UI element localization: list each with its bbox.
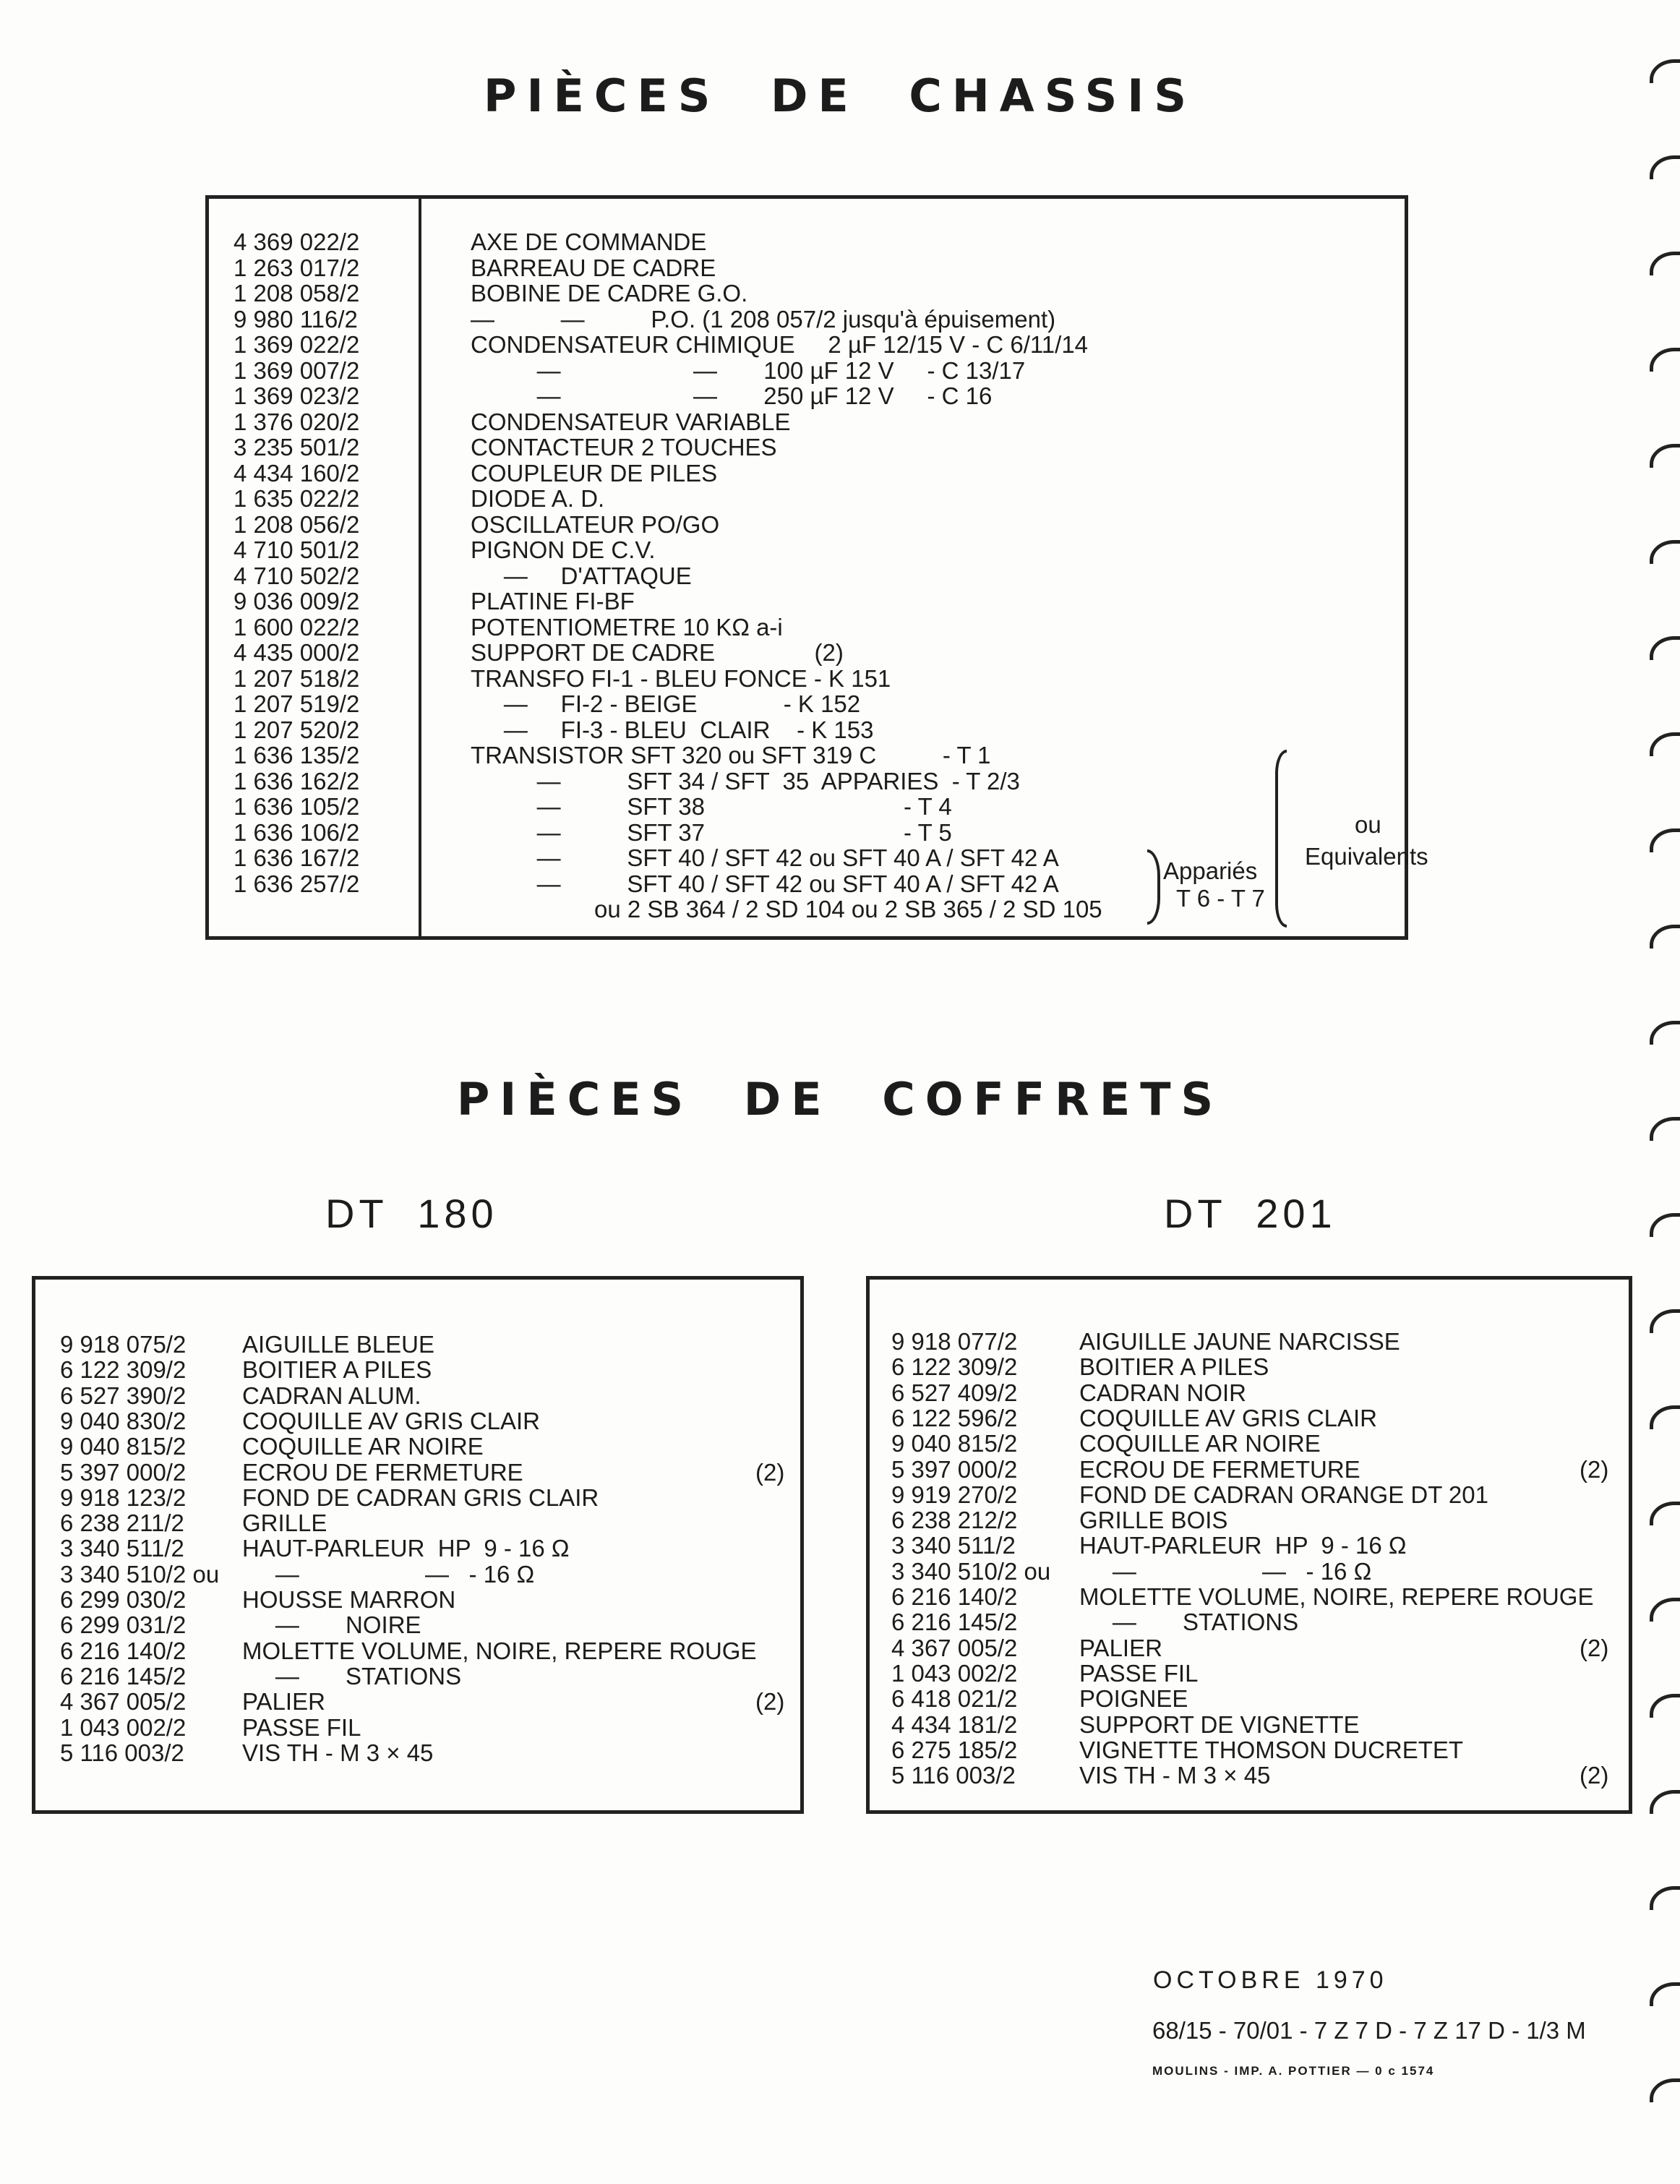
- part-description: MOLETTE VOLUME, NOIRE, REPERE ROUGE: [242, 1637, 757, 1664]
- part-description: TRANSISTOR SFT 320 ou SFT 319 C - T 1: [471, 742, 991, 768]
- part-code: 9 980 116/2: [233, 305, 358, 333]
- part-code: 1 636 135/2: [233, 742, 360, 768]
- part-code: 1 376 020/2: [233, 408, 360, 435]
- part-code: 5 116 003/2: [891, 1762, 1016, 1789]
- part-description: — FI-2 - BEIGE - K 152: [471, 690, 861, 717]
- part-code: 1 208 058/2: [233, 280, 360, 307]
- ou-label: ou: [1355, 811, 1381, 838]
- binding-hook: [1650, 1021, 1680, 1045]
- part-code: 4 434 181/2: [891, 1710, 1018, 1738]
- part-description: MOLETTE VOLUME, NOIRE, REPERE ROUGE: [1079, 1583, 1594, 1610]
- binding-hook: [1650, 1405, 1680, 1429]
- part-code: 3 340 510/2 ou: [891, 1557, 1051, 1585]
- part-code: 1 636 106/2: [233, 818, 360, 846]
- part-description: SUPPORT DE CADRE (2): [471, 639, 844, 666]
- part-description: PLATINE FI-BF: [471, 588, 635, 614]
- part-description: — SFT 38 - T 4: [471, 793, 952, 820]
- part-code: 6 122 309/2: [891, 1353, 1018, 1381]
- part-description: — NOIRE: [242, 1611, 421, 1639]
- part-description: — STATIONS: [242, 1662, 462, 1690]
- part-code: 6 216 140/2: [891, 1583, 1018, 1610]
- binding-hook: [1650, 2078, 1680, 2102]
- column-divider: [419, 199, 421, 936]
- part-description: OSCILLATEUR PO/GO: [471, 510, 720, 538]
- part-description: DIODE A. D.: [471, 485, 605, 512]
- part-description: — SFT 37 - T 5: [471, 818, 952, 846]
- part-description: — — 100 µF 12 V - C 13/17: [471, 356, 1026, 384]
- part-code: 5 397 000/2: [891, 1455, 1018, 1483]
- footer-date: OCTOBRE 1970: [1153, 1966, 1388, 1994]
- dt180-parts-table: [32, 1276, 804, 1814]
- part-description: CONDENSATEUR CHIMIQUE 2 µF 12/15 V - C 6/11/14: [471, 331, 1089, 358]
- part-description: COQUILLE AR NOIRE: [242, 1433, 484, 1460]
- part-code: 6 299 030/2: [60, 1586, 187, 1613]
- part-code: 3 340 511/2: [891, 1532, 1016, 1559]
- dt201-parts-table: [866, 1276, 1632, 1814]
- part-code: 1 635 022/2: [233, 485, 360, 512]
- part-quantity: (2): [1580, 1634, 1609, 1661]
- part-code: 1 207 520/2: [233, 716, 360, 743]
- part-code: 1 207 518/2: [233, 664, 360, 692]
- binding-hook: [1650, 252, 1680, 275]
- part-code: 1 636 162/2: [233, 767, 360, 795]
- paired-brace: [1147, 849, 1160, 925]
- part-code: 9 918 075/2: [60, 1331, 187, 1358]
- part-description: TRANSFO FI-1 - BLEU FONCE - K 151: [471, 664, 891, 692]
- part-code: 4 710 501/2: [233, 536, 360, 563]
- part-description: COUPLEUR DE PILES: [471, 459, 718, 487]
- binding-hook: [1650, 1502, 1680, 1525]
- part-code: 9 918 077/2: [891, 1328, 1018, 1355]
- part-description: CONDENSATEUR VARIABLE: [471, 408, 791, 435]
- part-code: 9 040 830/2: [60, 1407, 187, 1434]
- part-code: 1 043 002/2: [891, 1659, 1018, 1687]
- coffrets-title: PIÈCES DE COFFRETS: [456, 1073, 1224, 1126]
- part-description: AIGUILLE JAUNE NARCISSE: [1079, 1328, 1400, 1355]
- part-description: HAUT-PARLEUR HP 9 - 16 Ω: [1079, 1532, 1407, 1559]
- part-code: 1 208 056/2: [233, 510, 360, 538]
- part-code: 4 367 005/2: [60, 1688, 187, 1716]
- binding-hook: [1650, 444, 1680, 468]
- part-code: 6 238 211/2: [60, 1509, 184, 1537]
- binding-hook: [1650, 540, 1680, 564]
- part-code: 1 600 022/2: [233, 613, 360, 641]
- part-description: PALIER: [1079, 1634, 1162, 1661]
- binding-hook: [1650, 1694, 1680, 1718]
- part-code: 3 235 501/2: [233, 434, 360, 461]
- part-description: VIS TH - M 3 × 45: [242, 1739, 434, 1766]
- part-code: 4 710 502/2: [233, 562, 360, 589]
- part-description: POTENTIOMETRE 10 KΩ a-i: [471, 613, 783, 641]
- binding-hook: [1650, 925, 1680, 948]
- part-description: SUPPORT DE VIGNETTE: [1079, 1710, 1360, 1738]
- part-code: 6 238 212/2: [891, 1507, 1018, 1534]
- part-description: — — 250 µF 12 V - C 16: [471, 382, 993, 409]
- part-code: 4 434 160/2: [233, 459, 360, 487]
- part-code: 6 275 185/2: [891, 1736, 1018, 1763]
- chassis-extra-line: ou 2 SB 364 / 2 SD 104 ou 2 SB 365 / 2 SD 105: [594, 896, 1102, 922]
- part-description: CONTACTEUR 2 TOUCHES: [471, 434, 777, 461]
- part-code: 1 043 002/2: [60, 1713, 187, 1741]
- part-code: 5 397 000/2: [60, 1458, 187, 1486]
- part-description: HAUT-PARLEUR HP 9 - 16 Ω: [242, 1535, 570, 1562]
- part-code: 6 122 596/2: [891, 1404, 1018, 1431]
- part-description: — D'ATTAQUE: [471, 562, 692, 589]
- part-code: 3 340 510/2 ou: [60, 1560, 220, 1588]
- part-description: BOITIER A PILES: [1079, 1353, 1269, 1381]
- binding-hook: [1650, 1309, 1680, 1333]
- part-description: CADRAN ALUM.: [242, 1382, 421, 1409]
- binding-hook: [1650, 636, 1680, 660]
- part-description: — — P.O. (1 208 057/2 jusqu'à épuisement): [471, 305, 1056, 333]
- binding-hook: [1650, 1598, 1680, 1622]
- part-code: 9 040 815/2: [60, 1433, 187, 1460]
- part-code: 1 369 007/2: [233, 356, 360, 384]
- part-description: ECROU DE FERMETURE: [242, 1458, 523, 1486]
- part-code: 4 367 005/2: [891, 1634, 1018, 1661]
- part-code: 1 263 017/2: [233, 254, 360, 281]
- part-code: 9 036 009/2: [233, 588, 360, 614]
- part-quantity: (2): [1580, 1455, 1609, 1483]
- part-description: VIGNETTE THOMSON DUCRETET: [1079, 1736, 1464, 1763]
- part-description: GRILLE BOIS: [1079, 1507, 1228, 1534]
- part-code: 9 918 123/2: [60, 1483, 187, 1511]
- chassis-title: PIÈCES DE CHASSIS: [484, 69, 1196, 122]
- part-description: AXE DE COMMANDE: [471, 228, 707, 255]
- part-description: COQUILLE AV GRIS CLAIR: [242, 1407, 541, 1434]
- part-description: POIGNEE: [1079, 1685, 1188, 1713]
- binding-hook: [1650, 155, 1680, 179]
- part-description: — SFT 40 / SFT 42 ou SFT 40 A / SFT 42 A: [471, 870, 1059, 897]
- part-description: CADRAN NOIR: [1079, 1379, 1247, 1406]
- part-quantity: (2): [1580, 1762, 1609, 1789]
- part-code: 6 418 021/2: [891, 1685, 1018, 1713]
- part-description: HOUSSE MARRON: [242, 1586, 456, 1613]
- part-description: — — - 16 Ω: [242, 1560, 535, 1588]
- part-code: 6 527 409/2: [891, 1379, 1018, 1406]
- equivalents-brace: [1275, 750, 1287, 928]
- binding-hook: [1650, 732, 1680, 756]
- part-code: 6 216 140/2: [60, 1637, 187, 1664]
- binding-hook: [1650, 348, 1680, 372]
- dt180-title: DT 180: [325, 1191, 498, 1236]
- part-description: VIS TH - M 3 × 45: [1079, 1762, 1271, 1789]
- part-description: — FI-3 - BLEU CLAIR - K 153: [471, 716, 874, 743]
- part-description: BOBINE DE CADRE G.O.: [471, 280, 748, 307]
- binding-hook: [1650, 828, 1680, 852]
- dt201-title: DT 201: [1164, 1191, 1337, 1236]
- part-description: — STATIONS: [1079, 1609, 1299, 1636]
- part-description: PIGNON DE C.V.: [471, 536, 656, 563]
- part-description: BARREAU DE CADRE: [471, 254, 716, 281]
- part-description: — SFT 34 / SFT 35 APPARIES - T 2/3: [471, 767, 1020, 795]
- paired-ref: T 6 - T 7: [1176, 885, 1265, 912]
- part-code: 4 369 022/2: [233, 228, 360, 255]
- part-code: 6 216 145/2: [891, 1609, 1018, 1636]
- part-code: 1 207 519/2: [233, 690, 360, 717]
- binding-hook: [1650, 1982, 1680, 2006]
- part-code: 6 299 031/2: [60, 1611, 187, 1639]
- footer-printer: MOULINS - IMP. A. POTTIER — 0 c 1574: [1152, 2064, 1435, 2078]
- part-code: 9 919 270/2: [891, 1481, 1018, 1508]
- part-description: — — - 16 Ω: [1079, 1557, 1372, 1585]
- part-code: 6 527 390/2: [60, 1382, 187, 1409]
- part-code: 1 369 023/2: [233, 382, 360, 409]
- binding-hook: [1650, 1790, 1680, 1814]
- binding-hook: [1650, 1886, 1680, 1910]
- part-description: PASSE FIL: [242, 1713, 361, 1741]
- equivalents-label: Equivalents: [1305, 843, 1428, 870]
- part-description: COQUILLE AV GRIS CLAIR: [1079, 1404, 1378, 1431]
- part-code: 6 216 145/2: [60, 1662, 187, 1690]
- part-description: PALIER: [242, 1688, 325, 1716]
- part-code: 9 040 815/2: [891, 1430, 1018, 1457]
- part-code: 3 340 511/2: [60, 1535, 184, 1562]
- part-description: PASSE FIL: [1079, 1659, 1199, 1687]
- footer-ref: 68/15 - 70/01 - 7 Z 7 D - 7 Z 17 D - 1/3 M: [1152, 2017, 1586, 2044]
- part-quantity: (2): [755, 1458, 785, 1486]
- part-description: GRILLE: [242, 1509, 327, 1537]
- part-description: FOND DE CADRAN GRIS CLAIR: [242, 1483, 599, 1511]
- binding-hook: [1650, 59, 1680, 83]
- part-code: 5 116 003/2: [60, 1739, 184, 1766]
- part-code: 1 636 105/2: [233, 793, 360, 820]
- part-quantity: (2): [755, 1688, 785, 1716]
- part-code: 1 369 022/2: [233, 331, 360, 358]
- part-code: 4 435 000/2: [233, 639, 360, 666]
- part-description: ECROU DE FERMETURE: [1079, 1455, 1360, 1483]
- part-description: — SFT 40 / SFT 42 ou SFT 40 A / SFT 42 A: [471, 844, 1059, 871]
- part-description: BOITIER A PILES: [242, 1356, 432, 1384]
- part-code: 6 122 309/2: [60, 1356, 187, 1384]
- paired-label: Appariés: [1163, 857, 1258, 884]
- part-code: 1 636 167/2: [233, 844, 360, 871]
- part-description: AIGUILLE BLEUE: [242, 1331, 434, 1358]
- part-description: FOND DE CADRAN ORANGE DT 201: [1079, 1481, 1488, 1508]
- part-description: COQUILLE AR NOIRE: [1079, 1430, 1321, 1457]
- part-code: 1 636 257/2: [233, 870, 360, 897]
- binding-hook: [1650, 1213, 1680, 1237]
- chassis-parts-table: [205, 195, 1428, 940]
